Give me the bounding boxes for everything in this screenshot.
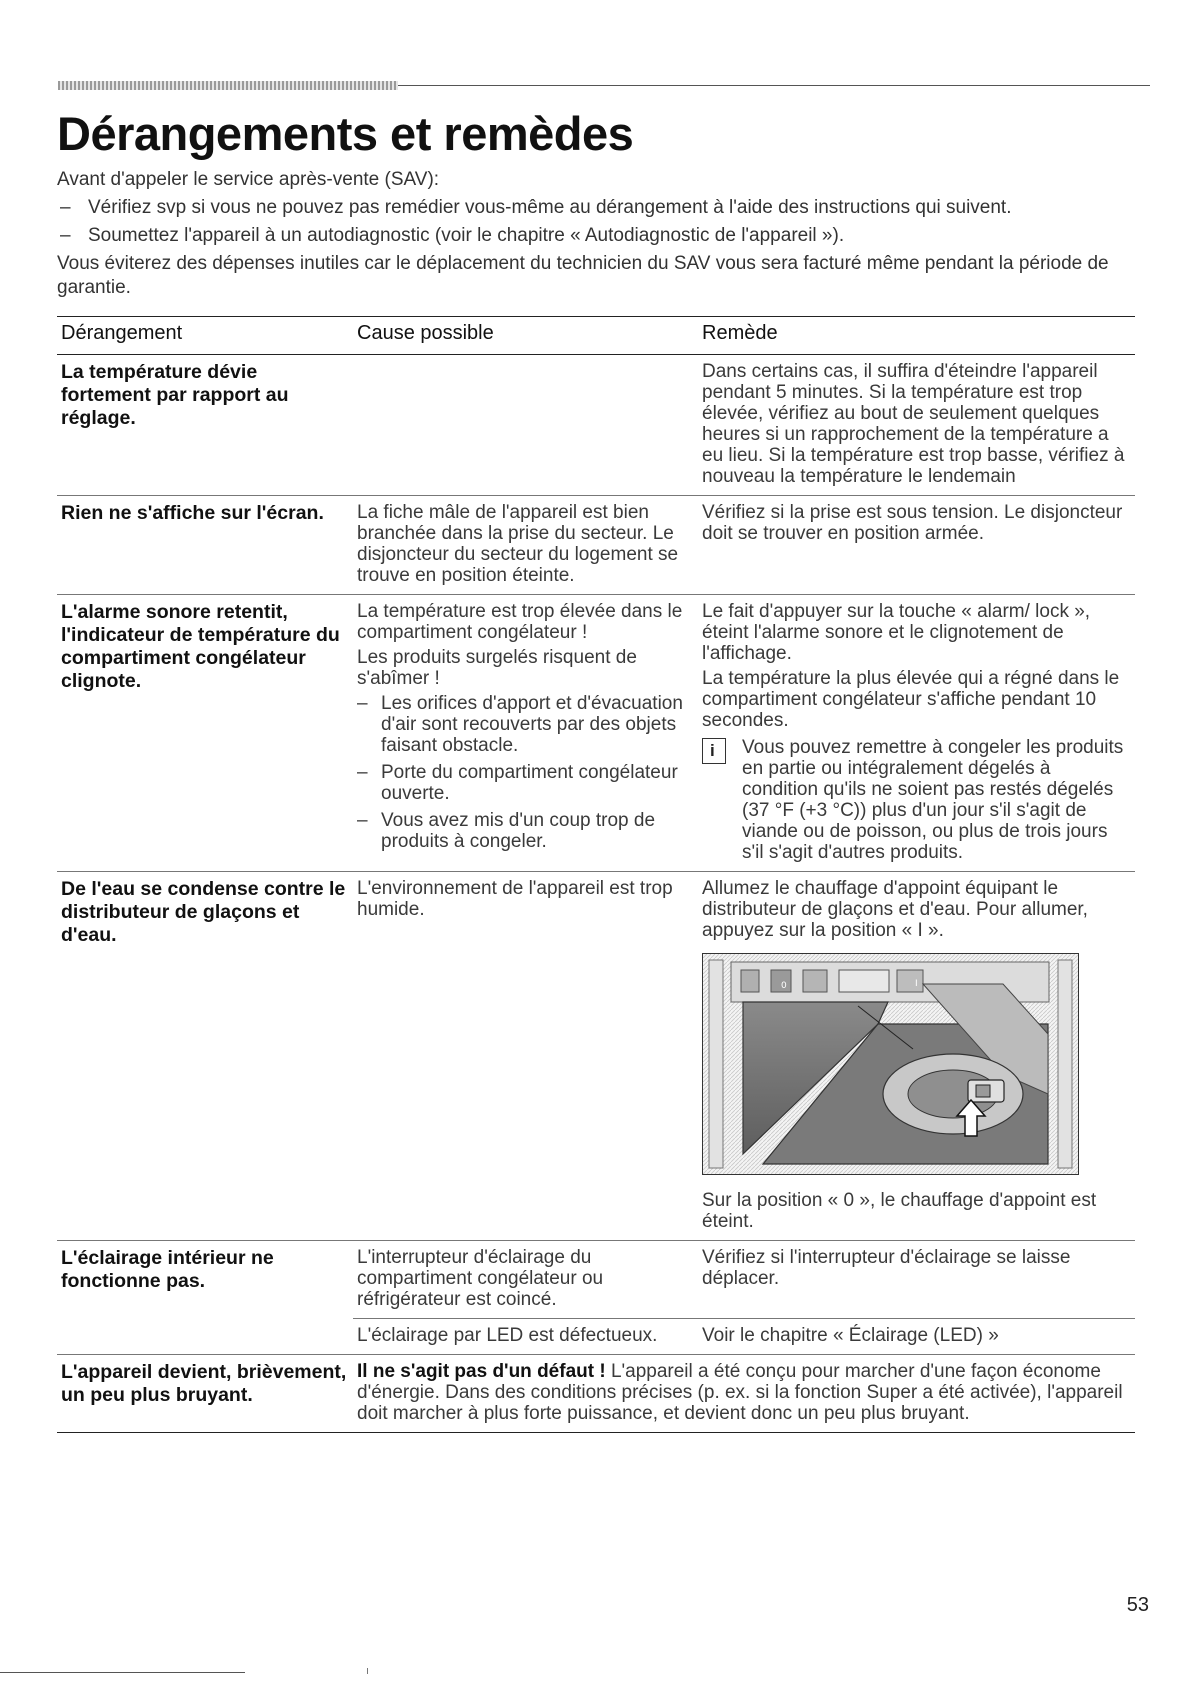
table-row [57,496,1135,595]
table-row [57,355,1135,496]
intro-lead: Avant d'appeler le service après-vente (SAV): [57,169,440,190]
footer-rule [0,1672,245,1673]
table-row [57,1241,1135,1319]
intro [57,168,1157,304]
remedy-cell: Voir le chapitre « Éclairage (LED) » [698,1319,1135,1355]
header-remedy: Remède [698,317,1135,355]
switch-label-0: 0 [781,981,787,991]
switch-label-1: I [915,979,918,989]
fault-cell: L'éclairage intérieur ne fonctionne pas. [57,1241,353,1355]
footer-tick [367,1668,368,1674]
cause-cell: L'éclairage par LED est défectueux. [353,1319,698,1355]
fault-cell: Rien ne s'affiche sur l'écran. [57,496,353,595]
fault-cell: L'appareil devient, brièvement, un peu plus bruyant. [57,1355,353,1433]
remedy-text: La température la plus élevée qui a régné dans le compartiment congélateur s'affiche pendant 10 secondes. [702,668,1120,731]
cause-cell [353,595,698,872]
remedy-text: L'appareil a été conçu pour marcher d'une façon économe d'énergie. Dans des conditions précises (p. ex. si la fonction Super a été activée), l'appareil doit marcher à plus forte puissance, et devient donc un peu plus bruyant. [357,1361,1123,1424]
table-row [57,872,1135,1241]
intro-bullet: – Vérifiez svp si vous ne pouvez pas remédier vous-même au dérangement à l'aide des instructions qui suivent. [60,197,1012,218]
header-rule [398,85,1150,86]
remedy-text: Sur la position « 0 », le chauffage d'appoint est éteint. [702,1190,1097,1232]
header-cause: Cause possible [353,317,698,355]
info-icon [702,738,726,764]
remedy-cell [698,872,1135,1241]
remedy-cell: Dans certains cas, il suffira d'éteindre l'appareil pendant 5 minutes. Si la température est trop élevée, vérifiez au bout de seulement quelques heures si un rapprochement de la température a eu lieu. Si la température est trop basse, vérifiez à nouveau la température le lendemain [702,361,1125,487]
remedy-cell: Vérifiez si l'interrupteur d'éclairage se laisse déplacer. [698,1241,1135,1319]
troubleshooting-table [57,316,1135,1433]
table-header-row [57,317,1135,355]
intro-bullet: – Soumettez l'appareil à un autodiagnostic (voir le chapitre « Autodiagnostic de l'appareil »). [60,225,845,246]
cause-cell: La fiche mâle de l'appareil est bien branchée dans la prise du secteur. Le disjoncteur du secteur du logement se trouve en position éteinte. [353,496,698,595]
remedy-lead: Il ne s'agit pas d'un défaut ! [357,1361,606,1382]
cause-list-item: – Porte du compartiment congélateur ouverte. [357,762,678,804]
cause-list-item: – Vous avez mis d'un coup trop de produits à congeler. [357,810,656,852]
cause-list-item: – Les orifices d'apport et d'évacuation d'air sont recouverts par des objets faisant obstacle. [357,693,683,756]
remedy-text: Allumez le chauffage d'appoint équipant le distributeur de glaçons et d'eau. Pour allumer, appuyez sur la position « I ». [702,878,1088,941]
fault-cell: L'alarme sonore retentit, l'indicateur de température du compartiment congélateur clignote. [57,595,353,872]
header-fault: Dérangement [57,317,353,355]
intro-note: Vous éviterez des dépenses inutiles car le déplacement du technicien du SAV vous sera facturé même pendant la période de garantie. [57,253,1109,298]
cause-text: La température est trop élevée dans le compartiment congélateur ! [357,601,683,643]
page-number: 53 [1126,1594,1149,1616]
dispenser-heater-switch-illustration [702,953,1079,1175]
page-title: Dérangements et remèdes [57,107,634,160]
remedy-text: Le fait d'appuyer sur la touche « alarm/ lock », éteint l'alarme sonore et le clignotement de l'affichage. [702,601,1091,664]
cause-text: Les produits surgelés risquent de s'abîmer ! [357,647,637,689]
remedy-cell [698,595,1135,872]
cause-cell: L'interrupteur d'éclairage du compartiment congélateur ou réfrigérateur est coincé. [353,1241,698,1319]
remedy-cell: Vérifiez si la prise est sous tension. Le disjoncteur doit se trouver en position armée. [698,496,1135,595]
remedy-cell [353,1355,1135,1433]
fault-cell: De l'eau se condense contre le distributeur de glaçons et d'eau. [57,872,353,1241]
info-text: Vous pouvez remettre à congeler les produits en partie ou intégralement dégelés à condition qu'ils ne soient pas restés dégelés (37 °F (+3 °C)) plus d'un jour s'il s'agit de viande ou de poisson, ou plus de trois jours s'il s'agit d'autres produits. [742,737,1124,863]
header-decoration-bar [58,81,398,90]
cause-cell: L'environnement de l'appareil est trop humide. [353,872,698,1241]
fault-cell: La température dévie fortement par rapport au réglage. [61,361,289,429]
table-row [57,1355,1135,1433]
info-note [702,737,1131,863]
cause-cell [353,355,698,496]
table-row [57,595,1135,872]
